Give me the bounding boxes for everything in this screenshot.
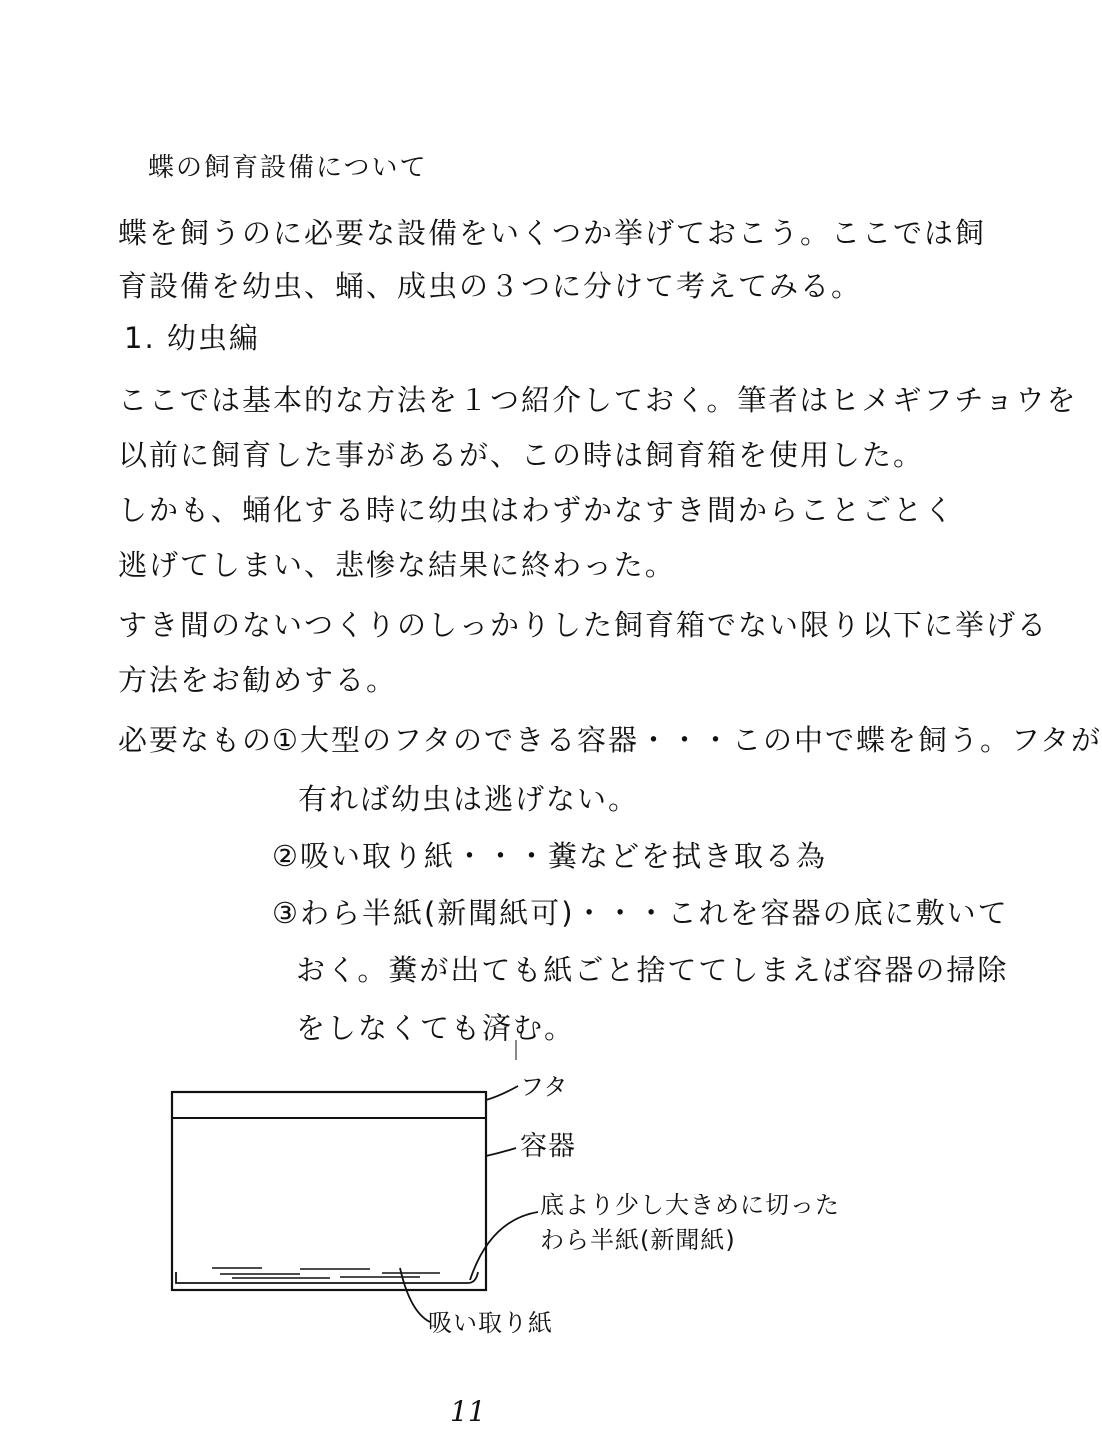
need-item-1-line-2: 有れば幼虫は逃げない。 xyxy=(298,782,640,816)
diagram-label-blotting-paper: 吸い取り紙 xyxy=(428,1309,553,1337)
container-leader xyxy=(486,1148,516,1156)
diagram-label-paper-line-2: わら半紙(新聞紙) xyxy=(540,1226,736,1254)
section-heading: 1. 幼虫編 xyxy=(124,321,260,355)
body-line-4: 逃げてしまい、悲惨な結果に終わった。 xyxy=(118,548,676,582)
body-line-1: ここでは基本的な方法を１つ紹介しておく。筆者はヒメギフチョウを xyxy=(118,383,1078,417)
diagram-label-paper-line-1: 底より少し大きめに切った xyxy=(540,1191,840,1219)
blotting-paper-strokes xyxy=(212,1268,440,1278)
page-number: 11 xyxy=(450,1395,486,1428)
blotting-leader xyxy=(400,1268,430,1322)
need-item-1-line-1: ①大型のフタのできる容器・・・この中で蝶を飼う。フタが xyxy=(272,723,1102,757)
need-item-3-line-3: をしなくても済む。 xyxy=(296,1011,576,1045)
diagram-label-lid: フタ xyxy=(520,1073,569,1101)
intro-line-1: 蝶を飼うのに必要な設備をいくつか挙げておこう。ここでは飼 xyxy=(118,216,987,250)
needs-label: 必要なもの xyxy=(118,723,274,757)
paper-leader xyxy=(470,1212,538,1280)
body-line-6: 方法をお勧めする。 xyxy=(118,663,398,697)
page-title: 蝶の飼育設備について xyxy=(148,153,428,183)
need-item-3-line-2: おく。糞が出ても紙ごと捨ててしまえば容器の掃除 xyxy=(296,953,1009,987)
diagram-label-container: 容器 xyxy=(520,1131,576,1162)
body-line-5: すき間のないつくりのしっかりした飼育箱でない限り以下に挙げる xyxy=(118,608,1049,642)
need-item-3-line-1: ③わら半紙(新聞紙可)・・・これを容器の底に敷いて xyxy=(272,896,1009,930)
body-line-2: 以前に飼育した事があるが、この時は飼育箱を使用した。 xyxy=(118,438,925,472)
lid-leader xyxy=(486,1086,518,1100)
intro-line-2: 育設備を幼虫、蛹、成虫の３つに分けて考えてみる。 xyxy=(118,269,863,303)
bottom-paper-curve xyxy=(176,1272,478,1283)
body-line-3: しかも、蛹化する時に幼虫はわずかなすき間からことごとく xyxy=(118,493,956,527)
container-outline xyxy=(172,1092,486,1290)
need-item-2: ②吸い取り紙・・・糞などを拭き取る為 xyxy=(272,839,827,873)
